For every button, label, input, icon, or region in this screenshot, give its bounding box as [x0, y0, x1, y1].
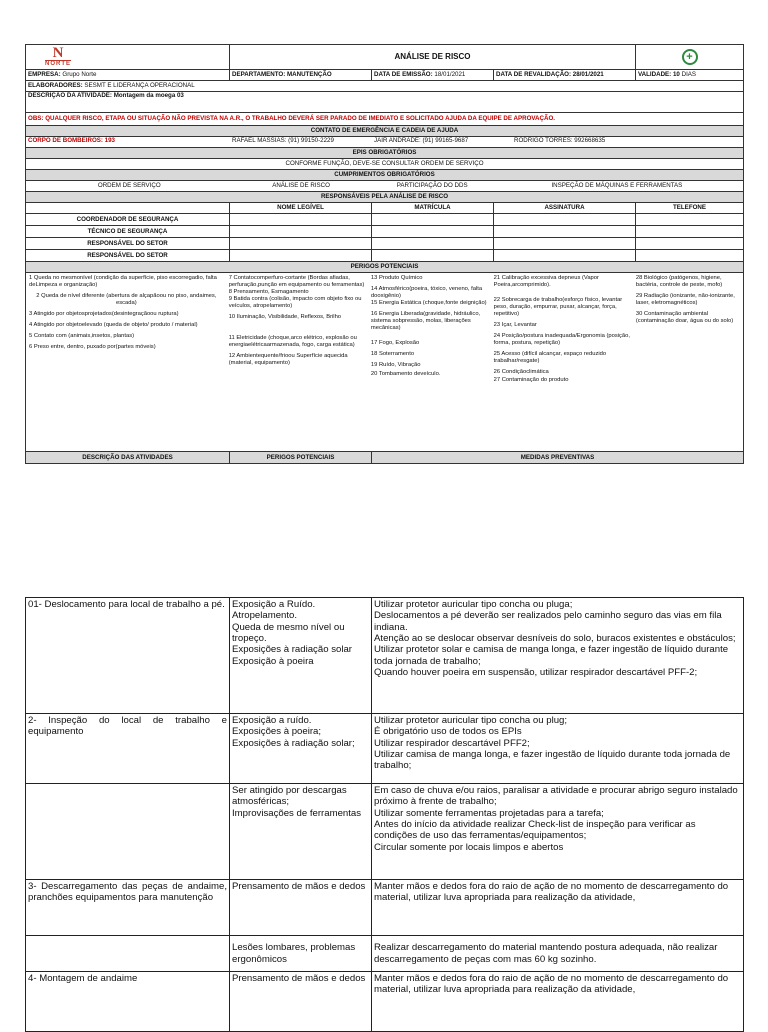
- perigos-col-3: [369, 275, 492, 388]
- elaboradores-value: SESMT E LIDERANÇA OPERACIONAL: [84, 82, 195, 90]
- table-row: [26, 972, 744, 1032]
- measure-line: Utilizar somente ferramentas projetadas para a tarefa;: [374, 807, 604, 819]
- matricula-field[interactable]: [372, 226, 494, 238]
- assinatura-field[interactable]: [494, 238, 636, 250]
- col-assinatura: ASSINATURA: [494, 203, 636, 214]
- telefone-field[interactable]: [636, 214, 744, 226]
- assinatura-field[interactable]: [494, 214, 636, 226]
- hazard-item: 26 Condiçãoclimática: [493, 368, 549, 375]
- plus-icon: +: [682, 49, 698, 65]
- hazard-item: 6 Preso entre, dentro, puxado por(partes móveis): [29, 343, 156, 350]
- measure-line: Circular somente por locais limpos e abertos: [374, 841, 564, 853]
- responsavel-role: COORDENADOR DE SEGURANÇA: [26, 214, 230, 226]
- measure-line: Utilizar protetor auricular tipo concha ou pluga;: [374, 599, 573, 610]
- activity-col-descricao: DESCRIÇÃO DAS ATIVIDADES: [26, 452, 230, 464]
- matricula-field[interactable]: [372, 238, 494, 250]
- nome-field[interactable]: [230, 250, 372, 262]
- hazard-item: 28 Biológico (patógenos, higiene, bactéria, controle de peste, mofo): [635, 275, 723, 288]
- hazard-item: 14 Atmosférico(poeira, tóxico, veneno, falta dooxigênio): [370, 285, 483, 299]
- hazard-item: 3 Atingido por objetosprojetados(desintegraçãoou ruptura): [29, 310, 179, 317]
- activity-measures: [372, 936, 744, 972]
- hazard-line: Ser atingido por descargas atmosféricas;: [232, 785, 347, 808]
- hazard-item: 4 Atingido por objetoelevado (queda de objeto/ produto / material): [29, 321, 198, 328]
- responsavel-role: RESPONSÁVEL DO SETOR: [26, 238, 230, 250]
- elaboradores-cell: [26, 81, 744, 92]
- responsaveis-blank-header: [26, 203, 230, 214]
- telefone-field[interactable]: [636, 238, 744, 250]
- validade-label: VALIDADE:: [638, 71, 672, 79]
- hazard-item: 29 Radiação (ionizante, não-ionizante, laser, eletromagnéticos): [635, 292, 735, 306]
- emissao-cell: [372, 70, 494, 81]
- empresa-value: Grupo Norte: [62, 71, 97, 79]
- activity-hazards: [230, 784, 372, 880]
- contato-title: CONTATO DE EMERGÊNCIA E CADEIA DE AJUDA: [26, 126, 744, 137]
- norte-logo: [28, 45, 88, 69]
- descricao-cell: [26, 92, 744, 113]
- activity-measures: [372, 598, 744, 714]
- hazard-item: 21 Calibração excessiva depneus (Vapor Poeira,arcomprimido).: [493, 275, 599, 288]
- activity-measures: [372, 784, 744, 880]
- hazard-line: Queda de mesmo nível ou tropeço.: [232, 621, 345, 644]
- measure-line: Realizar descarregamento do material mantendo postura adequada, não realizar descarregamento de peças com mas 60 kg sozinho.: [374, 942, 718, 965]
- epis-title: EPIS OBRIGATÓRIOS: [26, 148, 744, 159]
- table-row: [26, 714, 744, 784]
- hazard-item: 7 Contatocomperfuro-cortante (Bordas afiadas, perfuração,punção em equipamento ou ferramentas): [228, 275, 365, 288]
- responsaveis-title: RESPONSÁVEIS PELA ANÁLISE DE RISCO: [26, 192, 744, 203]
- hazard-item: 15 Energia Estática (choque,fonte deignição): [370, 299, 487, 306]
- activity-description: 4- Montagem de andaime: [26, 972, 230, 1032]
- assinatura-field[interactable]: [494, 250, 636, 262]
- hazard-item: 24 Posição/postura inadequada/Ergonomia (posição, forma, postura, repetição): [493, 332, 630, 346]
- cumprimento-item: ORDEM DE SERVIÇO: [97, 182, 161, 190]
- departamento-label: DEPARTAMENTO: MANUTENÇÃO: [230, 70, 372, 81]
- empresa-cell: [26, 70, 230, 81]
- empresa-label: EMPRESA:: [28, 71, 61, 79]
- activity-measures: [372, 880, 744, 936]
- hazard-line: [232, 599, 369, 610]
- assinatura-field[interactable]: [494, 226, 636, 238]
- activity-hazards: [230, 972, 372, 1032]
- cumprimento-item: PARTICIPAÇÃO DO DDS: [396, 182, 468, 190]
- revalidacao-label: DATA DE REVALIDAÇÃO: 28/01/2021: [494, 70, 636, 81]
- perigos-col-4: [492, 275, 634, 388]
- measure-line: Utilizar respirador descartável PFF2;: [374, 737, 530, 749]
- activities-table: [25, 597, 744, 1032]
- col-telefone: TELEFONE: [636, 203, 744, 214]
- contato-jair: JAIR ANDRADE: (91) 99165-9687: [374, 137, 469, 144]
- activity-col-perigos: PERIGOS POTENCIAIS: [230, 452, 372, 464]
- hazard-item: 5 Contato com (animais,insetos, plantas): [29, 332, 135, 339]
- hazard-item: 12 Ambientequente/frioou Superfície aquecida (material, equipamento): [228, 352, 348, 366]
- table-row: [26, 880, 744, 936]
- hazard-item: 27 Contaminação do produto: [493, 377, 569, 384]
- contato-row: [26, 137, 744, 148]
- hazard-line: Exposições à radiação solar: [232, 644, 352, 656]
- perigos-col-1: [26, 275, 227, 388]
- cumprimentos-title: CUMPRIMENTOS OBRIGATÓRIOS: [26, 170, 744, 181]
- responsavel-role: RESPONSÁVEL DO SETOR: [26, 250, 230, 262]
- measure-line: Manter mãos e dedos fora do raio de ação de no momento de descarregamento do material, utilizar luva apropriada para realização da atividade,: [374, 973, 729, 996]
- contato-rafael: RAFAEL MASSIAS: (91) 99150-2229: [232, 137, 334, 144]
- perigos-col-5: [634, 275, 743, 388]
- hazard-item: 10 Iluminação, Visibilidade, Reflexos, Brilho: [228, 313, 342, 320]
- logo-mark: N: [52, 45, 64, 61]
- matricula-field[interactable]: [372, 250, 494, 262]
- hazard-item: 23 Içar, Levantar: [493, 321, 537, 328]
- emissao-value: 18/01/2021: [434, 71, 466, 79]
- activity-description: 3- Descarregamento das peças de andaime, pranchões equipamentos para manutenção: [26, 880, 230, 936]
- contato-bombeiros: CORPO DE BOMBEIROS: 193: [28, 137, 115, 144]
- measure-line: Utilizar protetor solar e camisa de manga longa, e fazer ingestão de líquido durante toda jornada de trabalho;: [374, 644, 729, 667]
- perigos-title: PERIGOS POTENCIAIS: [26, 262, 744, 273]
- telefone-field[interactable]: [636, 250, 744, 262]
- hazard-item: 20 Tombamento deveículo.: [370, 370, 441, 377]
- table-row: [26, 598, 744, 714]
- hazard-item: 17 Fogo, Explosão: [370, 339, 420, 346]
- table-row: [26, 936, 744, 972]
- measure-line: É obrigatório uso de todos os EPIs: [374, 726, 522, 738]
- epis-text: CONFORME FUNÇÃO, DEVE-SE CONSULTAR ORDEM DE SERVIÇO: [26, 159, 744, 170]
- activities-section: [25, 597, 743, 1032]
- validade-number: 10: [672, 71, 680, 79]
- hazard-line: Lesões lombares, problemas ergonômicos: [232, 942, 356, 965]
- contato-rodrigo: RODRIGO TORRES: 992668635: [514, 137, 606, 144]
- plus-cell: [636, 45, 744, 70]
- measure-line: Deslocamentos a pé deverão ser realizados pelo caminho seguro das vias em fila indiana.: [374, 610, 722, 633]
- hazard-line: Exposições à poeira;: [232, 726, 322, 738]
- col-nome: NOME LEGÍVEL: [230, 203, 372, 214]
- activity-description: 01- Deslocamento para local de trabalho a pé.: [26, 598, 230, 714]
- hazard-item: 11 Eletricidade (choque,arco elétrico, explosão ou energiaelétricaarmazenada, fogo, carga estática): [228, 334, 357, 348]
- activity-description: [26, 936, 230, 972]
- measure-line: Atenção ao se deslocar observar desníveis do solo, buracos existentes e obstáculos;: [374, 632, 736, 644]
- elaboradores-label: ELABORADORES:: [28, 82, 83, 90]
- hazard-item: 19 Ruído, Vibração: [370, 361, 421, 368]
- hazard-item: 25 Acesso (difícil alcançar, espaço reduzido trabalhar/resgate): [493, 350, 607, 364]
- descricao-label: DESCRIÇÃO DA ATIVIDADE:: [28, 92, 112, 99]
- activity-measures: [372, 714, 744, 784]
- hazard-line: Exposições à radiação solar;: [232, 737, 355, 749]
- measure-line: Utilizar protetor auricular tipo concha ou plug;: [374, 715, 568, 726]
- activity-hazards: [230, 598, 372, 714]
- measure-line: Antes do início da atividade realizar Check-list de inspeção para verificar as condições de uso das ferramentas/equipamentos;: [374, 818, 696, 842]
- table-row: [26, 784, 744, 880]
- nome-field[interactable]: [230, 238, 372, 250]
- activity-hazards: [230, 880, 372, 936]
- hazard-item: 1 Queda no mesmonível (condição da superfície, piso escorregadio, falta deLimpeza e organização): [29, 275, 217, 288]
- activity-description: 2- Inspeção do local de trabalho e equipamento: [26, 714, 230, 784]
- obs-text: OBS: QUALQUER RISCO, ETAPA OU SITUAÇÃO NÃO PREVISTA NA A.R., O TRABALHO DEVERÁ SER PARADO DE IMEDIATO E SOLICITADO AJUDA DA EQUIPE DE APROVAÇÃO.: [26, 113, 744, 126]
- measure-line: Em caso de chuva e/ou raios, paralisar a atividade e procurar abrigo seguro instalado próximo à frente de trabalho;: [374, 785, 738, 808]
- hazard-line: Prensamento de mãos e dedos: [232, 881, 366, 892]
- cumprimento-item: INSPEÇÃO DE MÁQUINAS E FERRAMENTAS: [551, 182, 683, 190]
- responsavel-role: TÉCNICO DE SEGURANÇA: [26, 226, 230, 238]
- hazard-item: 8 Prensamento, Esmagamento: [228, 288, 309, 295]
- hazard-item: 2 Queda de nível diferente (abertura de alçapãoou no piso, andaimes, escada): [36, 292, 217, 306]
- measure-line: Manter mãos e dedos fora do raio de ação de no momento de descarregamento do material, utilizar luva apropriada para realização da atividade,: [374, 881, 729, 904]
- hazard-item: 30 Contaminação ambiental (contaminação doar, água ou do solo): [635, 310, 734, 324]
- hazard-item: 18 Soterramento: [370, 350, 415, 357]
- nome-field[interactable]: [230, 226, 372, 238]
- risk-analysis-form: [25, 44, 743, 464]
- nome-field[interactable]: [230, 214, 372, 226]
- descricao-value: Montagem da moega 03: [113, 92, 184, 99]
- measure-line: Quando houver poeira em suspensão, utilizar respirador descartável PFF-2;: [374, 666, 698, 678]
- hazard-item: 9 Batida contra (colisão, impacto com objeto fixo ou veículos, atropelamento): [228, 295, 362, 309]
- emissao-label: DATA DE EMISSÃO:: [374, 71, 433, 79]
- activity-col-medidas: MEDIDAS PREVENTIVAS: [372, 452, 744, 464]
- hazard-line: Improvisações de ferramentas: [232, 807, 362, 819]
- telefone-field[interactable]: [636, 226, 744, 238]
- hazard-text: Exposição a Ruído.: [232, 599, 316, 610]
- col-matricula: MATRÍCULA: [372, 203, 494, 214]
- matricula-field[interactable]: [372, 214, 494, 226]
- measure-line: Utilizar camisa de manga longa, e fazer ingestão de líquido durante toda jornada de trabalho;: [374, 748, 731, 772]
- hazard-item: 16 Energia Liberada(gravidade, hidráulico, sistema sobpressão, molas, liberações mecânicas): [370, 310, 481, 331]
- perigos-col-2: [227, 275, 369, 388]
- header-table: [25, 44, 744, 464]
- hazard-line: Atropelamento.: [232, 610, 298, 622]
- activity-hazards: [230, 936, 372, 972]
- form-title: ANÁLISE DE RISCO: [230, 45, 636, 70]
- validade-cell: [636, 70, 744, 81]
- activity-hazards: [230, 714, 372, 784]
- logo-cell: [26, 45, 230, 70]
- hazard-item: 22 Sobrecarga de trabalho(esforço físico, levantar peso, duração, empurrar, puxar, alcançar, força, repetitivo): [493, 296, 623, 317]
- hazard-line: Prensamento de mãos e dedos: [232, 973, 366, 984]
- cumprimento-item: ANÁLISE DE RISCO: [272, 182, 330, 190]
- logo-text: NORTE: [45, 61, 71, 67]
- activity-measures: [372, 972, 744, 1032]
- hazard-item: 13 Produto Químico: [370, 275, 423, 281]
- activity-description: [26, 784, 230, 880]
- cumprimentos-row: [26, 181, 744, 192]
- validade-unit: DIAS: [681, 71, 697, 79]
- hazard-line: Exposição à poeira: [232, 655, 314, 667]
- hazard-line: Exposição a ruído.: [232, 715, 312, 726]
- perigos-list: [26, 273, 744, 452]
